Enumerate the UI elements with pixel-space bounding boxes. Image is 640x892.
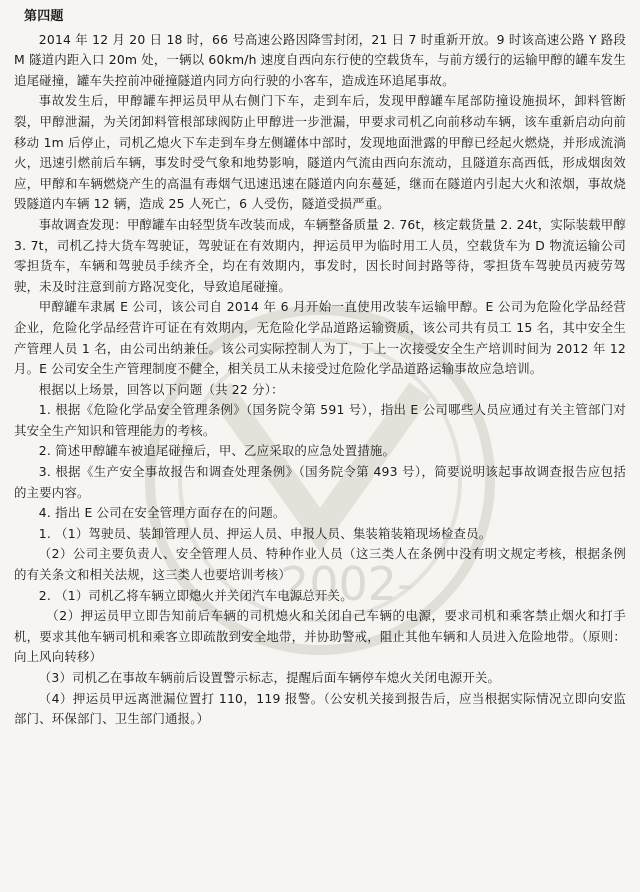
scenario-paragraph-2: 事故发生后，甲醇罐车押运员甲从右侧门下车，走到车后，发现甲醇罐车尾部防撞设施损坏，卸料管断裂，甲醇泄漏，为关闭卸料管根部球阀防止甲醇进一步泄漏，甲要求司机乙向前移动车辆，该车重新启动向前移动 1m 后停止，司机乙熄火下车走到车身左侧罐体中部时，发现地面泄露的甲醇已经起火燃烧，并形成流淌火，迅速引燃前后车辆，事发时受气象和地势影响，隧道内气流由西向东流动，且隧道东高西低，形成烟囱效应，甲醇和车辆燃烧产生的高温有毒烟气迅速迅速在隧道内向东蔓延，继而在隧道内引起大火和浓烟，事故烧毁隧道内车辆 12 辆，造成 25 人死亡，6 人受伤，隧道受损严重。 xyxy=(14,93,626,212)
svg-text:2002-: 2002- xyxy=(280,557,414,611)
scenario-paragraph-1: 2014 年 12 月 20 日 18 时，66 号高速公路因降雪封闭，21 日 7 时重新开放。9 时该高速公路 Y 路段 M 隧道内距入口 20m 处，一辆以 60km/h 速度自西向东行使的空载货车，与前方缓行的运输甲醇的罐车发生追尾碰撞，罐车失控前冲碰撞隧道内同方向行驶的小客车，造成连环追尾事故。 xyxy=(14,31,626,88)
company-paragraph: 甲醇罐车隶属 E 公司，该公司自 2014 年 6 月开始一直使用改装车运输甲醇。E 公司为危险化学品经营企业，危险化学品经营许可证在有效期内，无危险化学品道路运输资质，该公司共有员工 15 名，其中安全生产管理人员 1 名，由公司出纳兼任。该公司实际控制人为丁，丁上一次接受安全生产培训时间为 2012 年 12 月。E 公司安全生产管理制度不健全，相关员工从未接受过危险化学品道路运输事故应急培训。 xyxy=(14,299,626,377)
answer-1-2: （2）公司主要负责人、安全管理人员、特种作业人员（这三类人在条例中没有明文规定考核，根据条例的有关条文和相关法规，这三类人也要培训考核） xyxy=(14,546,626,583)
instruction-line: 根据以上场景，回答以下问题（共 22 分）： xyxy=(38,381,284,397)
question-3: 3. 根据《生产安全事故报告和调查处理条例》（国务院令第 493 号），简要说明该起事故调查报告应包括的主要内容。 xyxy=(14,464,626,500)
answer-2-1: 2. （1）司机乙将车辆立即熄火并关闭汽车电源总开关。 xyxy=(38,587,353,603)
question-2: 2. 简述甲醇罐车被追尾碰撞后，甲、乙应采取的应急处置措施。 xyxy=(38,443,396,459)
answer-1-1: 1. （1）驾驶员、装卸管理人员、押运人员、申报人员、集装箱装箱现场检查员。 xyxy=(38,525,492,541)
question-4: 4. 指出 E 公司在安全管理方面存在的问题。 xyxy=(38,505,286,521)
question-1: 1. 根据《危险化学品安全管理条例》（国务院令第 591 号），指出 E 公司哪些人员应通过有关主管部门对其安全生产知识和管理能力的考核。 xyxy=(14,402,626,438)
answer-2-3: （3）司机乙在事故车辆前后设置警示标志，提醒后面车辆停车熄火关闭电源开关。 xyxy=(38,670,501,685)
investigation-paragraph: 事故调查发现：甲醇罐车由轻型货车改装而成，车辆整备质量 2. 76t，核定载货量 2. 24t，实际装载甲醇 3. 7t，司机乙持大货车驾驶证，驾驶证在有效期内，押运员甲为临时用工人员，空载货车为 D 物流运输公司零担货车，车辆和驾驶员手续齐全，均在有效期内，事发时，因长时间封路等待，零担货车驾驶员丙疲劳驾驶，未及时注意到前方路况变化，导致追尾碰撞。 xyxy=(14,216,626,294)
answer-2-4: （4）押运员甲远离泄漏位置打 110，119 报警。（公安机关接到报告后，应当根据实际情况立即向安监部门、环保部门、卫生部门通报。） xyxy=(14,690,626,727)
answer-2-2: （2）押运员甲立即告知前后车辆的司机熄火和关闭自己车辆的电源，要求司机和乘客禁止烟火和打手机，要求其他车辆司机和乘客立即疏散到安全地带，并协助警戒，阻止其他车辆和人员进入危险地带。（原则：向上风向转移） xyxy=(14,608,626,665)
question-title: 第四题 xyxy=(24,9,64,24)
